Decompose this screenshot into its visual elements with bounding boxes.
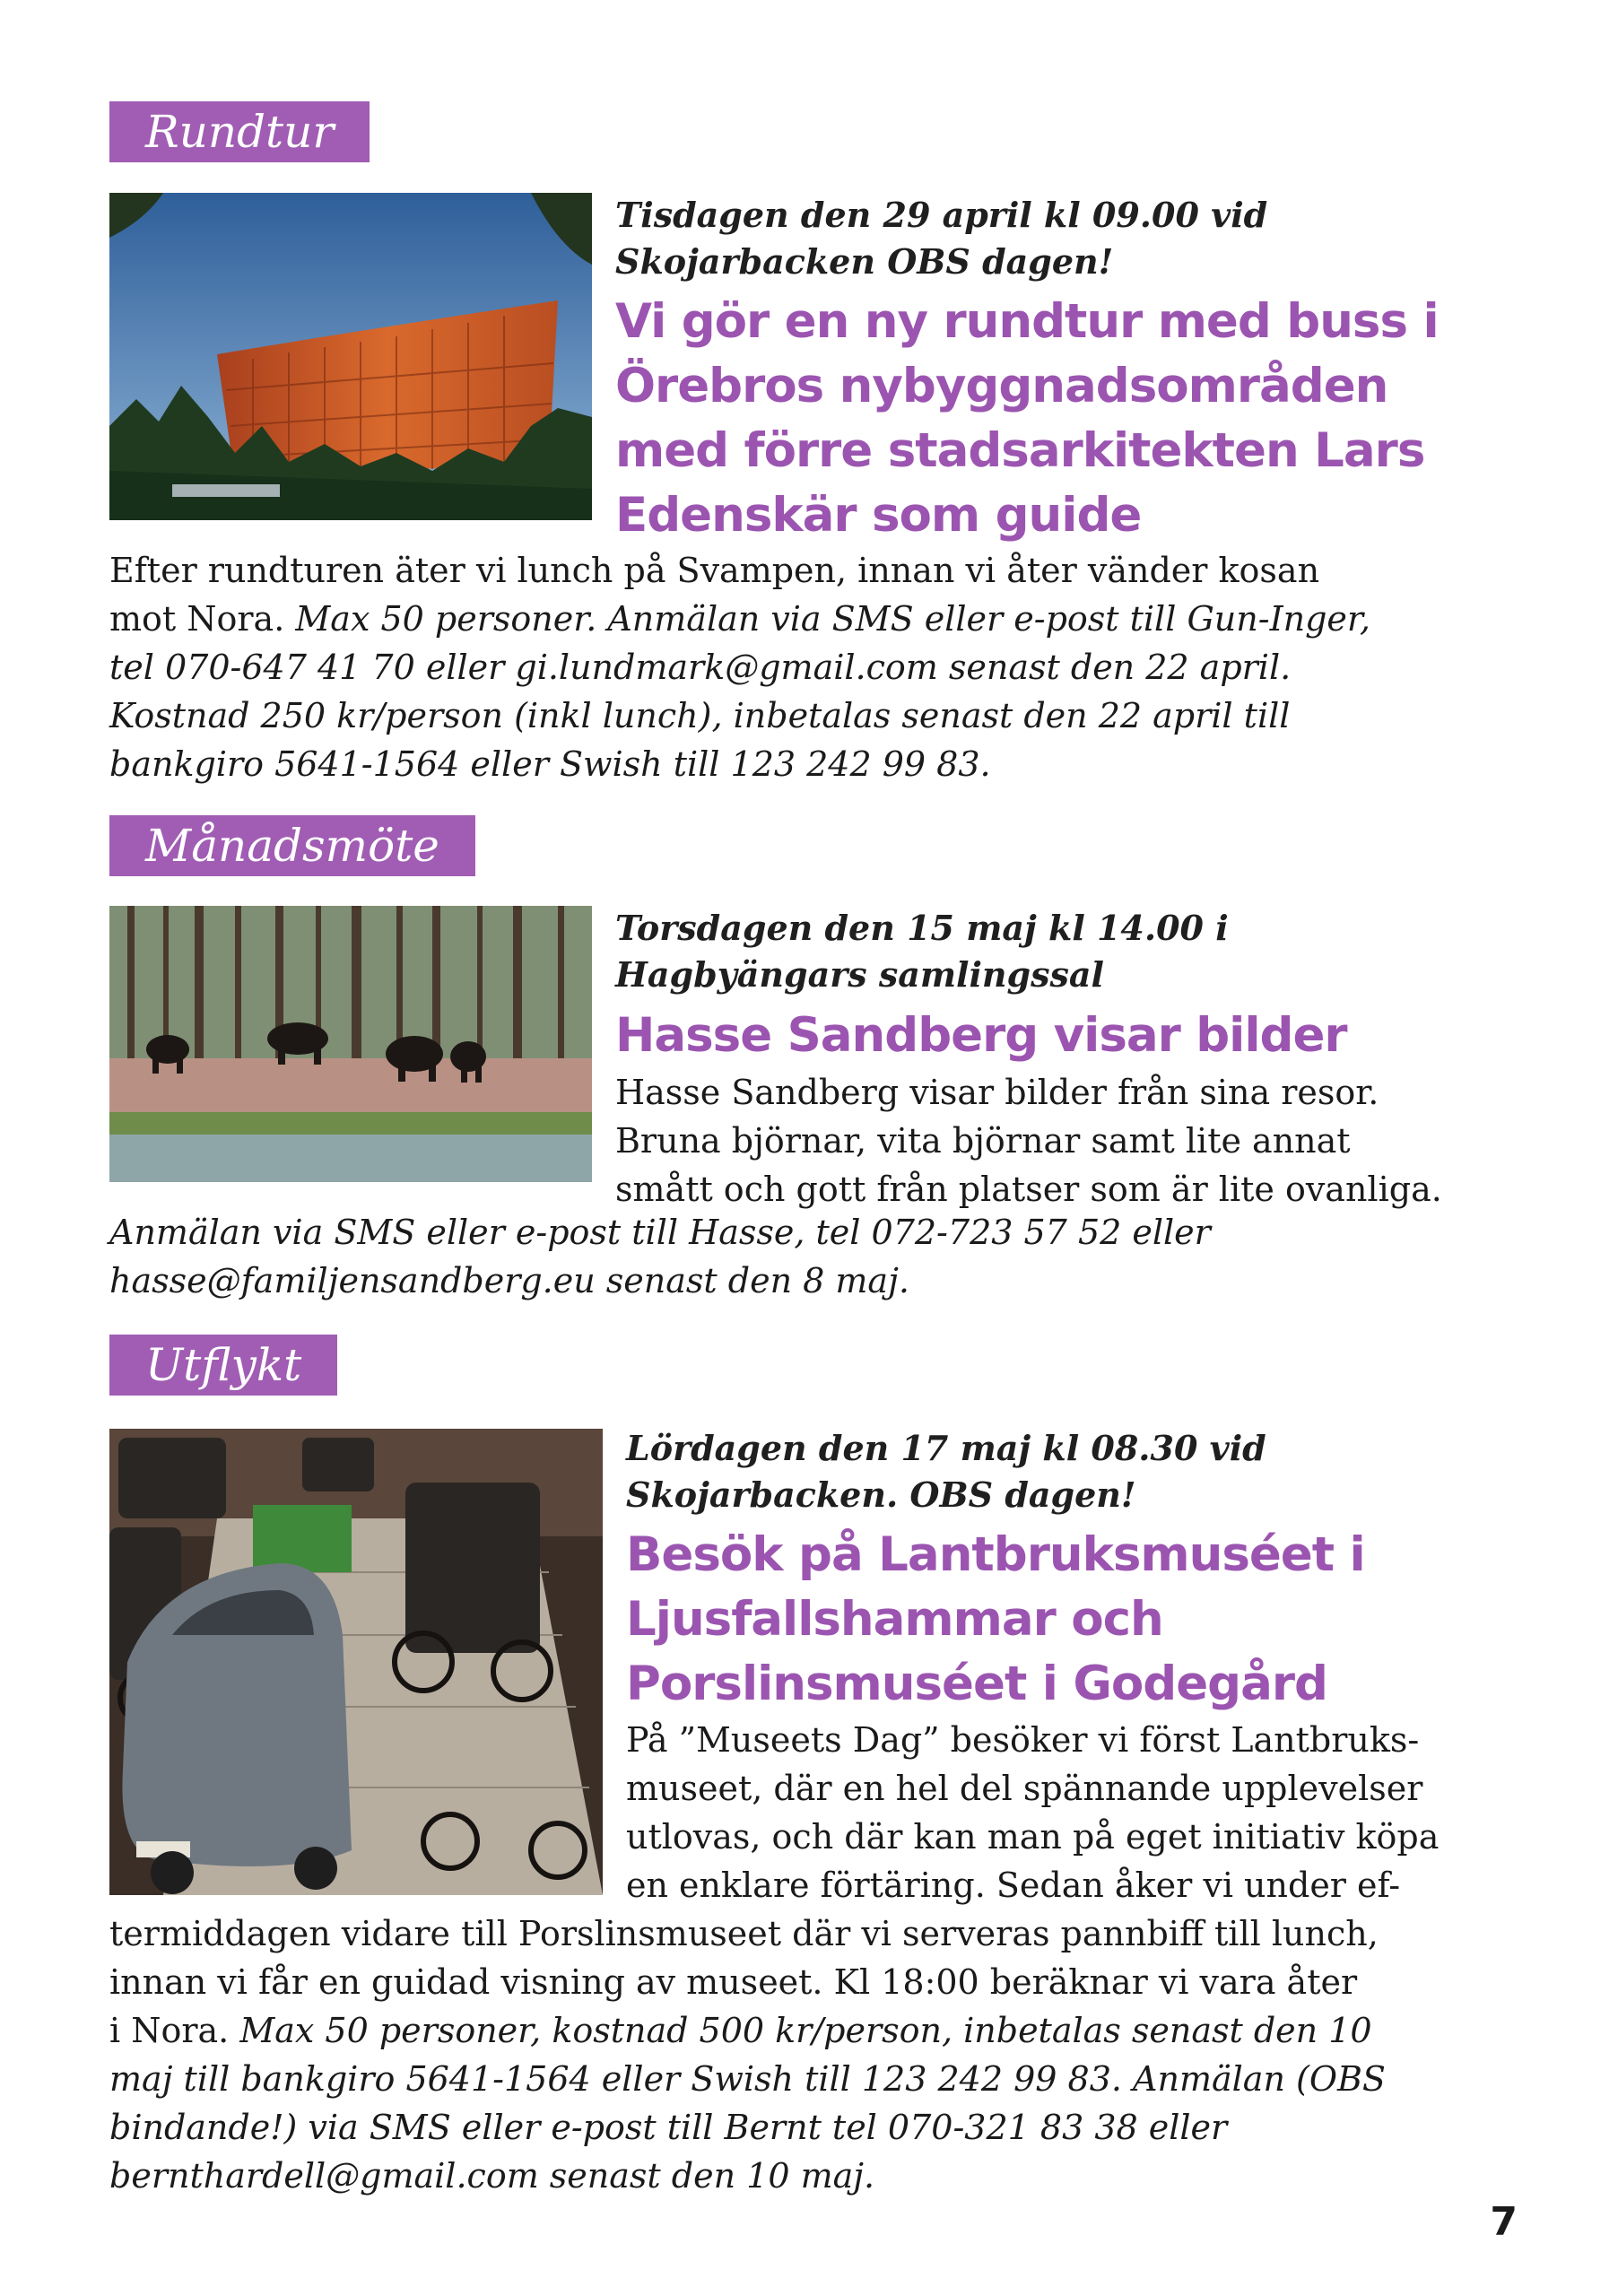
body-line: maj till bankgiro 5641-1564 eller Swish till 123 242 99 83. Anmälan (OBS	[109, 2059, 1386, 2099]
page-number: 7	[1490, 2199, 1518, 2245]
body-line: smått och gott från platser som är lite ovanliga.	[615, 1170, 1442, 1209]
event-headline-rundtur: Vi gör en ny rundtur med buss i Örebros nybyggnadsområden med förre stadsarkitekten Lars Edenskär som guide	[615, 294, 1439, 543]
photo-bears-forest	[109, 906, 592, 1182]
body-line: termiddagen vidare till Porslinsmuseet där vi serveras pannbiff till lunch,	[109, 1914, 1379, 1953]
event-headline-utflykt: Besök på Lantbruksmuséet i Ljusfallshammar och Porslinsmuséet i Godegård	[626, 1527, 1365, 1711]
body-line: en enklare förtäring. Sedan åker vi under ef-	[626, 1866, 1401, 1905]
body-line: mot Nora. Max 50 personer. Anmälan via SMS eller e-post till Gun-Inger,	[109, 599, 1370, 639]
body-line: utlovas, och där kan man på eget initiativ köpa	[626, 1817, 1440, 1857]
event-body-utflykt-beside	[626, 1716, 1439, 1909]
body-line: Hasse Sandberg visar bilder från sina resor.	[615, 1073, 1379, 1112]
body-line: Bruna björnar, vita björnar samt lite annat	[615, 1121, 1351, 1161]
photo-orange-building	[109, 193, 592, 520]
body-line: Anmälan via SMS eller e-post till Hasse, tel 072-723 57 52 eller	[109, 1213, 1211, 1252]
section-label-utflykt: Utflykt	[109, 1335, 337, 1396]
event-date-rundtur: Tisdagen den 29 april kl 09.00 vid Skojarbacken OBS dagen!	[615, 195, 1268, 282]
event-body-manadsmote-beside	[615, 1068, 1442, 1213]
body-line: bernthardell@gmail.com senast den 10 maj.	[109, 2156, 875, 2196]
body-line: Kostnad 250 kr/person (inkl lunch), inbetalas senast den 22 april till	[109, 696, 1291, 735]
event-body-rundtur	[109, 546, 1527, 788]
body-line: i Nora. Max 50 personer, kostnad 500 kr/person, inbetalas senast den 10	[109, 2011, 1372, 2050]
body-line: På ”Museets Dag” besöker vi först Lantbruks-	[626, 1720, 1420, 1760]
event-body-manadsmote-signup	[109, 1208, 1211, 1305]
event-date-utflykt: Lördagen den 17 maj kl 08.30 vid Skojarbacken. OBS dagen!	[626, 1428, 1266, 1515]
event-body-utflykt-full	[109, 1909, 1386, 2200]
body-line: Efter rundturen äter vi lunch på Svampen, innan vi åter vänder kosan	[109, 551, 1320, 590]
body-line: hasse@familjensandberg.eu senast den 8 maj.	[109, 1261, 909, 1300]
section-label-manadsmote: Månadsmöte	[109, 815, 475, 876]
event-headline-manadsmote: Hasse Sandberg visar bilder	[615, 1008, 1347, 1063]
body-line: bindande!) via SMS eller e-post till Bernt tel 070-321 83 38 eller	[109, 2108, 1228, 2147]
body-line: tel 070-647 41 70 eller gi.lundmark@gmail.com senast den 22 april.	[109, 648, 1292, 687]
photo-vintage-vehicles	[109, 1429, 603, 1895]
event-date-manadsmote: Torsdagen den 15 maj kl 14.00 i Hagbyängars samlingssal	[615, 908, 1229, 995]
section-label-rundtur: Rundtur	[109, 101, 370, 162]
body-line: museet, där en hel del spännande upplevelser	[626, 1769, 1423, 1808]
body-line: innan vi får en guidad visning av museet. Kl 18:00 beräknar vi vara åter	[109, 1962, 1358, 2002]
body-line: bankgiro 5641-1564 eller Swish till 123 242 99 83.	[109, 744, 991, 784]
